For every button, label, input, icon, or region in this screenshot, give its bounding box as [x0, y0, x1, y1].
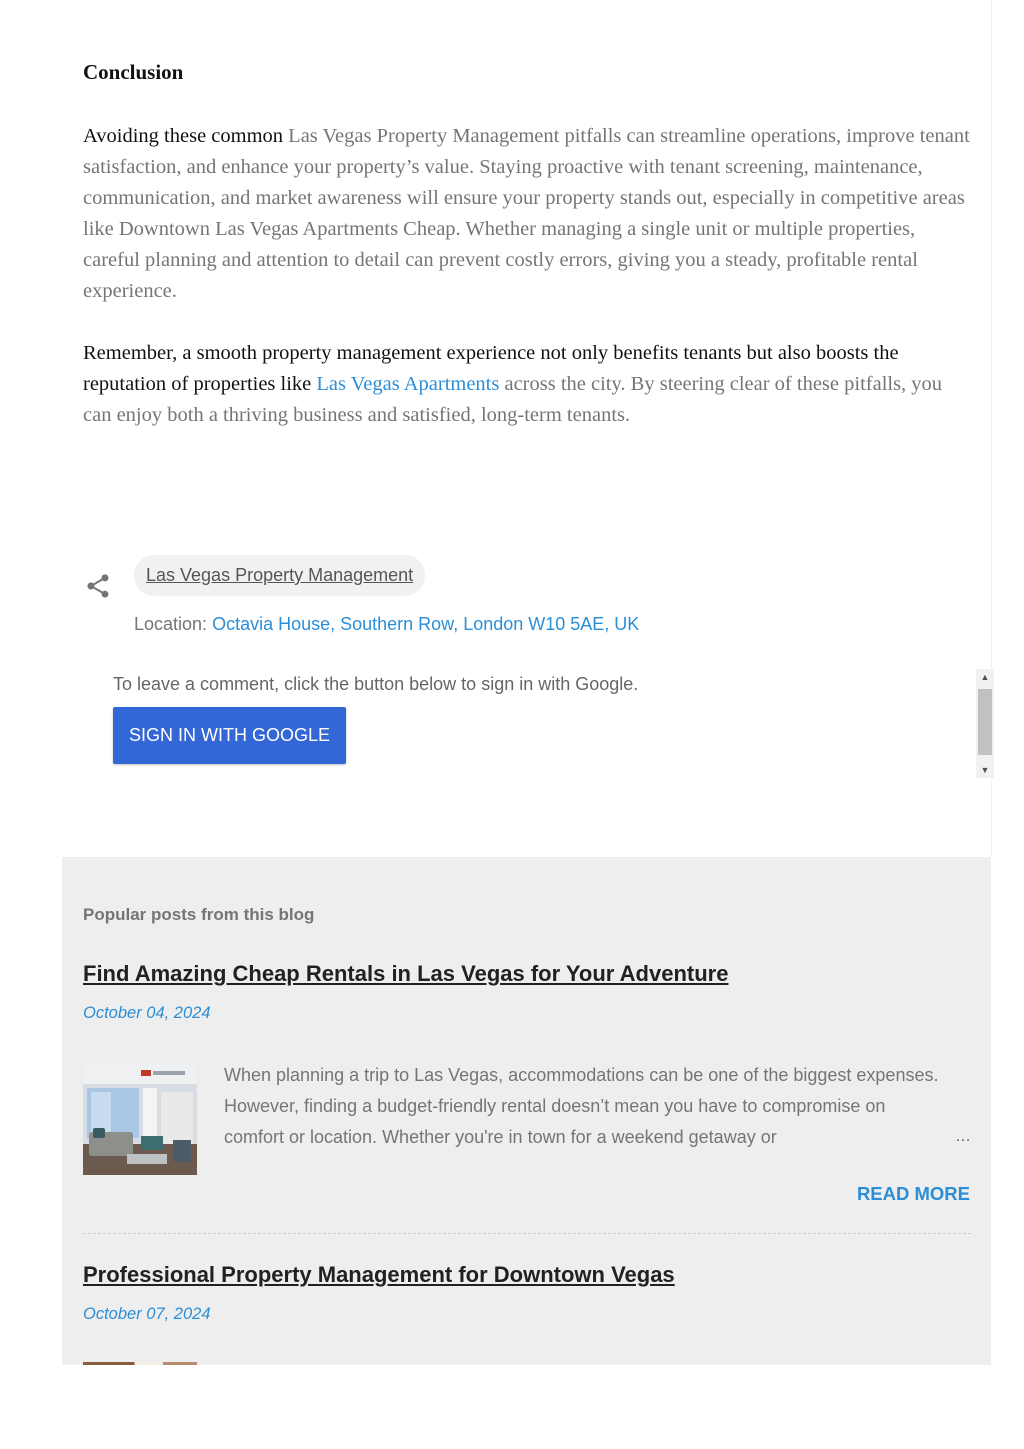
- post-body: [62, 0, 992, 857]
- post-snippet-1: When planning a trip to Las Vegas, accommodations can be one of the biggest expenses. However, finding a budget-friendly rental doesn’t mean you have to compromise on comfort or location. Whether you're in town for a weekend getaway or: [224, 1065, 939, 1147]
- read-more-link[interactable]: READ MORE: [856, 1183, 970, 1204]
- comment-prompt: To leave a comment, click the button below to sign in with Google.: [113, 674, 639, 694]
- paragraph-intro: Remember, a smooth property management experience not only benefits tenants but also boosts the reputation of properties like: [83, 342, 899, 395]
- post-thumbnail-2[interactable]: [83, 1362, 197, 1365]
- label-chip[interactable]: Las Vegas Property Management: [134, 555, 425, 596]
- snippet-ellipsis: …: [955, 1128, 971, 1145]
- reminder-paragraph: [83, 338, 973, 431]
- paragraph-text: across the city. By steering clear of these pitfalls, you can enjoy both a thriving business and satisfied, long-term tenants.: [83, 373, 943, 426]
- comment-scrollbar[interactable]: [976, 669, 994, 778]
- location-label: Location:: [134, 614, 213, 634]
- share-icon[interactable]: [84, 572, 112, 600]
- post-date-2: October 07, 2024: [83, 1305, 211, 1323]
- scroll-down-arrow-icon[interactable]: ▼: [980, 765, 990, 775]
- post-date-1: October 04, 2024: [83, 1004, 211, 1022]
- post-location: [134, 614, 639, 635]
- popular-posts-section: [62, 857, 991, 1365]
- comment-frame: [113, 668, 990, 779]
- snippet-fade: [862, 1122, 942, 1153]
- popular-posts-heading: Popular posts from this blog: [83, 905, 315, 924]
- scroll-up-arrow-icon[interactable]: ▲: [980, 672, 990, 682]
- post-divider: [83, 1233, 971, 1234]
- conclusion-paragraph: [83, 121, 973, 307]
- sign-in-with-google-button[interactable]: SIGN IN WITH GOOGLE: [113, 707, 346, 764]
- scrollbar-thumb[interactable]: [978, 689, 992, 755]
- post-title-2[interactable]: Professional Property Management for Downtown Vegas: [83, 1262, 675, 1287]
- post-title-1[interactable]: Find Amazing Cheap Rentals in Las Vegas for Your Adventure: [83, 961, 729, 986]
- paragraph-intro: Avoiding these common: [83, 125, 284, 147]
- paragraph-text: Las Vegas Property Management pitfalls can streamline operations, improve tenant satisfaction, and enhance your property’s value. Staying proactive with tenant screening, maintenance, communication, and market awareness will ensure your property stands out, especially in competitive areas like Downtown Las Vegas Apartments Cheap. Whether managing a single unit or multiple properties, careful planning and attention to detail can prevent costly errors, giving you a steady, profitable rental experience.: [83, 125, 970, 302]
- conclusion-heading: Conclusion: [83, 60, 184, 84]
- location-link[interactable]: Octavia House, Southern Row, London W10 5AE, UK: [212, 614, 640, 634]
- post-thumbnail-1[interactable]: [83, 1062, 197, 1175]
- las-vegas-apartments-link[interactable]: Las Vegas Apartments: [316, 373, 500, 395]
